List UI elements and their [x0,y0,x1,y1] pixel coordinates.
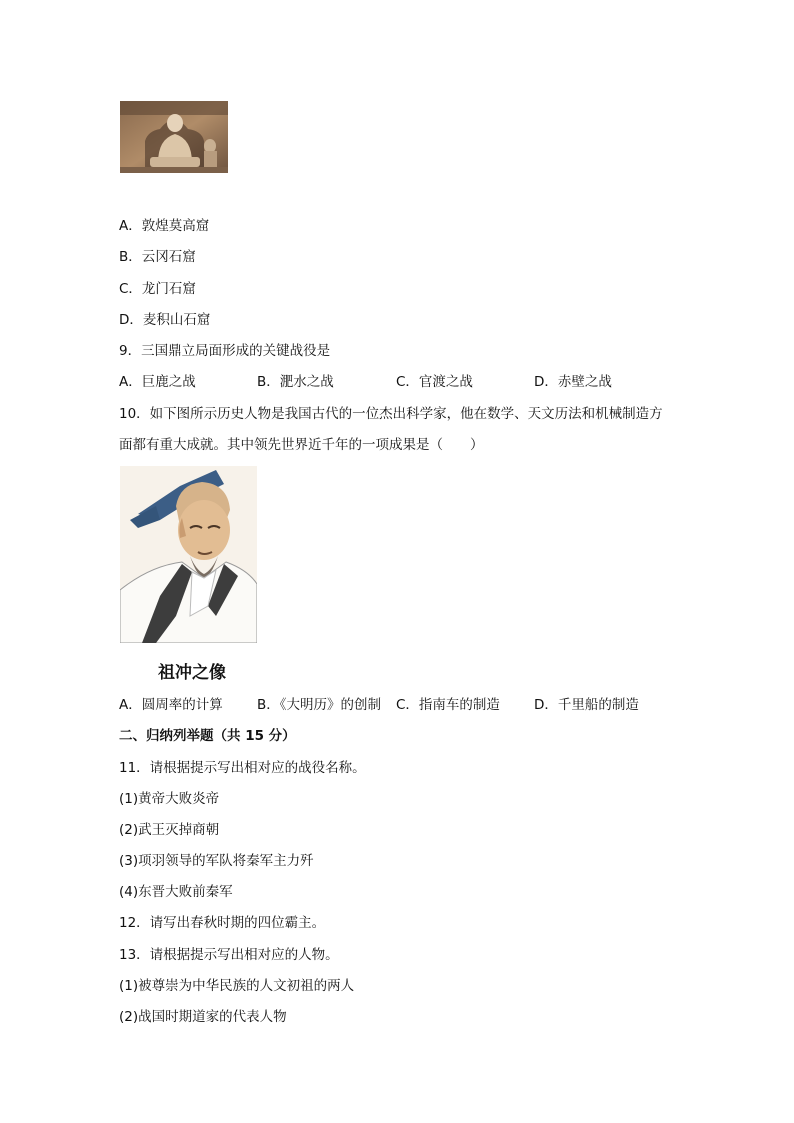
q9-option-b: B．淝水之战 [257,374,334,390]
q13-item-1: (1)被尊崇为中华民族的人文初祖的两人 [119,978,355,994]
q13-stem: 13．请根据提示写出相对应的人物。 [119,947,339,963]
q11-stem: 11．请根据提示写出相对应的战役名称。 [119,760,366,776]
portrait-caption: 祖冲之像 [158,663,226,683]
q9-option-d: D．赤壁之战 [534,374,612,390]
zu-chongzhi-portrait [120,466,257,643]
q8-option-a: A．敦煌莫高窟 [119,218,210,234]
q11-item-3: (3)项羽领导的军队将秦军主力歼 [119,853,314,869]
q11-item-2: (2)武王灭掉商朝 [119,822,220,838]
q10-stem-line1: 10．如下图所示历史人物是我国古代的一位杰出科学家，他在数学、天文历法和机械制造方 [119,406,663,422]
q10-option-c: C．指南车的制造 [396,697,500,713]
q11-item-4: (4)东晋大败前秦军 [119,884,233,900]
q10-stem-line2: 面都有重大成就。其中领先世界近千年的一项成果是（ ） [119,437,484,453]
q10-option-b: B．《大明历》的创制 [257,697,382,713]
q8-option-d: D．麦积山石窟 [119,312,211,328]
q13-item-2: (2)战国时期道家的代表人物 [119,1009,287,1025]
q8-option-c: C．龙门石窟 [119,281,196,297]
grotto-buddha-photo [120,101,228,173]
q9-option-a: A．巨鹿之战 [119,374,196,390]
q11-item-1: (1)黄帝大败炎帝 [119,791,220,807]
q9-stem: 9．三国鼎立局面形成的关键战役是 [119,343,331,359]
q10-option-d: D．千里船的制造 [534,697,639,713]
q12-stem: 12．请写出春秋时期的四位霸主。 [119,915,326,931]
q9-option-c: C．官渡之战 [396,374,473,390]
q10-option-a: A．圆周率的计算 [119,697,223,713]
section-heading: 二、归纳列举题（共 15 分） [119,728,296,744]
q8-option-b: B．云冈石窟 [119,249,196,265]
